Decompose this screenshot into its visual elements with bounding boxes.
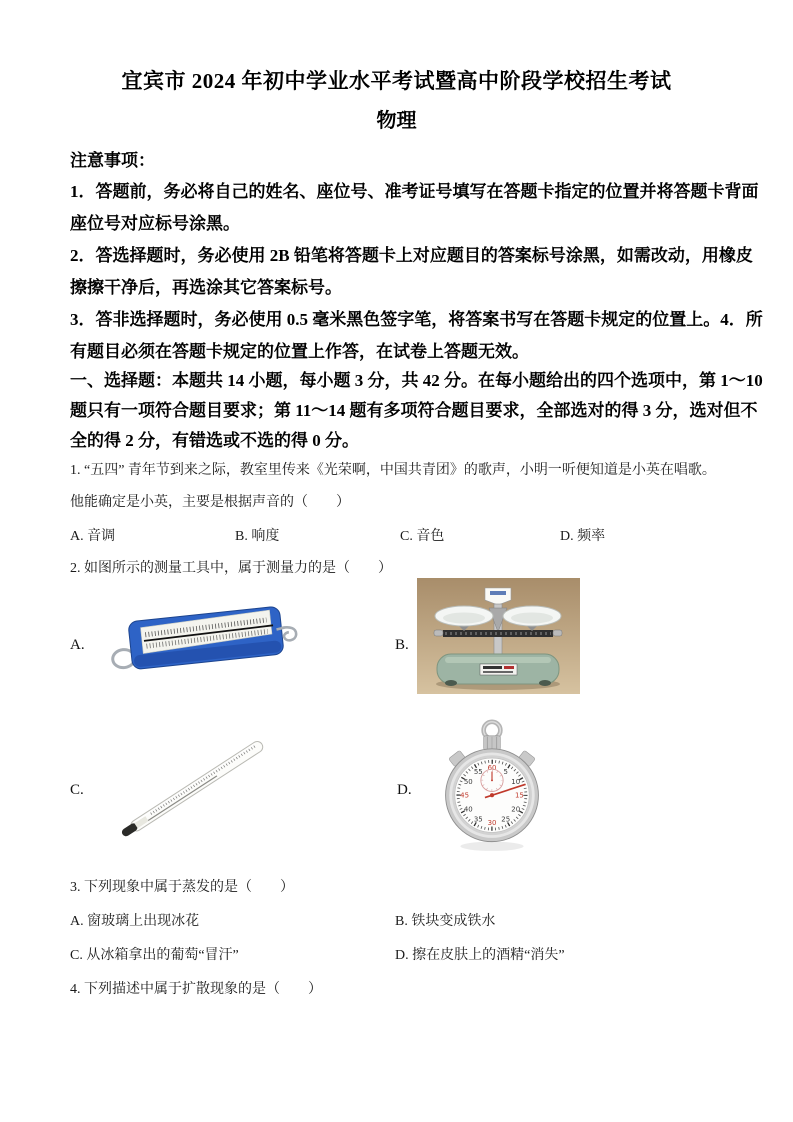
question-1-option-c: C. 音色 bbox=[400, 529, 445, 544]
notice-line: 1．答题前，务必将自己的姓名、座位号、准考证号填写在答题卡指定的位置并将答题卡背面 bbox=[70, 182, 759, 201]
exam-title: 宜宾市 2024 年初中学业水平考试暨高中阶段学校招生考试 bbox=[121, 69, 672, 93]
spring-scale-icon bbox=[96, 598, 314, 678]
question-2-text: 2. 如图所示的测量工具中，属于测量力的是（ ） bbox=[70, 561, 392, 576]
thermometer-image bbox=[98, 727, 293, 849]
question-3-option-b: B. 铁块变成铁水 bbox=[395, 914, 496, 929]
stopwatch-number: 40 bbox=[463, 805, 473, 814]
figure-label-a: A. bbox=[70, 637, 85, 653]
question-3-text: 3. 下列现象中属于蒸发的是（ ） bbox=[70, 880, 294, 895]
balance-scale-icon bbox=[417, 578, 580, 694]
question-1-option-a: A. 音调 bbox=[70, 529, 116, 544]
notice-line: 座位号对应标号涂黑。 bbox=[70, 214, 240, 233]
notice-heading: 注意事项： bbox=[70, 151, 155, 170]
thermometer-icon bbox=[98, 727, 293, 849]
stopwatch-number: 50 bbox=[463, 777, 473, 786]
stopwatch-number: 25 bbox=[501, 815, 511, 824]
stopwatch-number: 10 bbox=[511, 777, 521, 786]
figure-label-d: D. bbox=[397, 782, 412, 798]
figure-label-c: C. bbox=[70, 782, 84, 798]
stopwatch-number: 35 bbox=[473, 815, 483, 824]
section-heading-line: 全的得 2 分，有错选或不选的得 0 分。 bbox=[70, 431, 359, 450]
stopwatch-number: 55 bbox=[473, 767, 483, 776]
stopwatch-number: 45 bbox=[460, 791, 470, 800]
stopwatch-number: 5 bbox=[503, 767, 508, 776]
figure-label-b: B. bbox=[395, 637, 409, 653]
question-1-option-d: D. 频率 bbox=[560, 529, 606, 544]
notice-line: 擦擦干净后，再选涂其它答案标号。 bbox=[70, 278, 342, 297]
question-1-line: 他能确定是小英，主要是根据声音的（ ） bbox=[70, 495, 350, 510]
stopwatch-number: 30 bbox=[487, 819, 497, 828]
question-3-option-d: D. 擦在皮肤上的酒精“消失” bbox=[395, 948, 565, 963]
question-1-option-b: B. 响度 bbox=[235, 529, 280, 544]
section-heading-line: 一、选择题：本题共 14 小题，每小题 3 分，共 42 分。在每小题给出的四个选项中，第 1～10 bbox=[70, 371, 763, 390]
question-3-option-c: C. 从冰箱拿出的葡萄“冒汗” bbox=[70, 948, 239, 963]
question-4-text: 4. 下列描述中属于扩散现象的是（ ） bbox=[70, 982, 322, 997]
stopwatch-number: 15 bbox=[514, 791, 524, 800]
exam-subject: 物理 bbox=[376, 110, 417, 132]
stopwatch-number: 20 bbox=[511, 805, 521, 814]
notice-line: 3．答非选择题时，务必使用 0.5 毫米黑色签字笔，将答案书写在答题卡规定的位置上。4．所 bbox=[70, 310, 763, 329]
question-1-line: 1. “五四” 青年节到来之际，教室里传来《光荣啊，中国共青团》的歌声，小明一听便知道是小英在唱歌。 bbox=[70, 463, 716, 478]
notice-line: 2．答选择题时，务必使用 2B 铅笔将答题卡上对应题目的答案标号涂黑，如需改动，用橡皮 bbox=[70, 246, 753, 265]
section-heading-line: 题只有一项符合题目要求；第 11～14 题有多项符合题目要求，全部选对的得 3 分，选对但不 bbox=[70, 401, 758, 420]
balance-scale-image bbox=[417, 578, 580, 694]
stopwatch-number: 60 bbox=[487, 764, 497, 773]
stopwatch-icon bbox=[440, 717, 544, 853]
notice-line: 有题目必须在答题卡规定的位置上作答，在试卷上答题无效。 bbox=[70, 342, 529, 361]
spring-scale-image bbox=[96, 598, 314, 678]
question-3-option-a: A. 窗玻璃上出现冰花 bbox=[70, 914, 200, 929]
stopwatch-image bbox=[440, 717, 544, 853]
